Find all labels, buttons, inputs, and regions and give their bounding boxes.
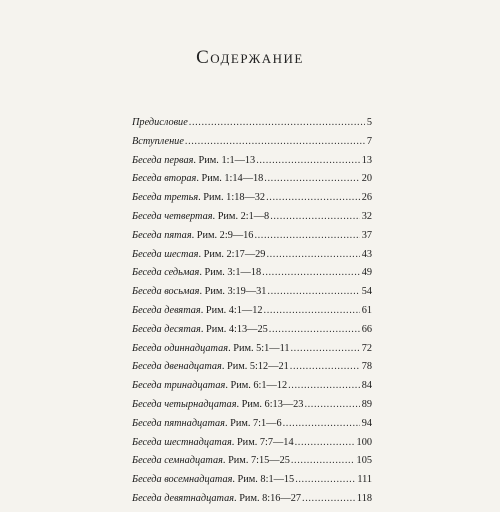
toc-page-number: 66 [361,323,372,335]
toc-item-homily-5[interactable] [132,230,372,249]
toc-entry-ref: Рим. 4:13—25 [205,323,268,335]
toc-entry-label: Беседа третья. Рим. 1:18—32 [132,192,266,204]
toc-leader-dots [264,173,359,184]
toc-entry-label: Беседа девятнадцатая. Рим. 8:16—27 [132,492,302,504]
toc-entry-name: Беседа семнадцатая [132,455,223,467]
toc-entry-label: Беседа шестая. Рим. 2:17—29 [132,248,266,260]
toc-leader-dots [291,343,360,354]
toc-entry-name: Беседа восемнадцатая [132,474,233,486]
toc-entry-ref: Рим. 6:13—23 [241,398,304,410]
toc-leader-dots [269,324,360,335]
toc-entry-label: Беседа девятая. Рим. 4:1—12 [132,304,263,316]
toc-entry-label: Беседа четырнадцатая. Рим. 6:13—23 [132,398,304,410]
toc-entry-ref: Рим. 8:16—27 [239,492,302,504]
toc-page-number: 37 [361,229,372,241]
toc-page-number: 118 [356,492,372,504]
toc-entry-name: Беседа третья [132,192,199,204]
toc-leader-dots [264,305,360,316]
toc-entry-name: Беседа пятая [132,229,192,241]
toc-entry-label: Беседа десятая. Рим. 4:13—25 [132,323,268,335]
toc-entry-ref: Рим. 2:1—8 [217,210,270,222]
toc-entry-ref: Рим. 2:17—29 [203,248,266,260]
toc-page-number: 13 [361,154,372,166]
toc-entry-label: Беседа четвертая. Рим. 2:1—8 [132,210,270,222]
toc-entry-name: Беседа десятая [132,323,201,335]
toc-item-homily-8[interactable] [132,286,372,305]
toc-item-homily-14[interactable] [132,399,372,418]
toc-item-introduction[interactable] [132,136,372,155]
toc-page-number: 84 [361,380,372,392]
toc-entry-ref: Рим. 2:9—16 [196,229,254,241]
toc-page-number: 94 [361,417,372,429]
toc-page-number: 20 [361,173,372,185]
toc-page-number: 54 [361,286,372,298]
toc-item-homily-6[interactable] [132,249,372,268]
toc-leader-dots [256,155,360,166]
toc-item-homily-3[interactable] [132,192,372,211]
toc-page-number: 61 [361,304,372,316]
toc-entry-label: Беседа вторая. Рим. 1:14—18 [132,173,264,185]
toc-entry-name: Беседа девятнадцатая [132,492,235,504]
toc-leader-dots [189,117,365,128]
toc-entry-ref: Рим. 3:1—18 [204,267,262,279]
toc-entry-name: Беседа восьмая [132,286,200,298]
toc-entry-label: Беседа первая. Рим. 1:1—13 [132,154,256,166]
toc-entry-name: Беседа шестая [132,248,199,260]
toc-entry-name: Беседа двенадцатая [132,361,222,373]
toc-entry-name: Беседа четвертая [132,210,213,222]
toc-page-number: 111 [357,474,372,486]
toc-entry-name: Вступление [132,135,184,147]
toc-entry-label: Беседа семнадцатая. Рим. 7:15—25 [132,455,290,467]
toc-leader-dots [291,455,355,466]
toc-leader-dots [295,474,355,485]
toc-entry-name: Беседа тринадцатая [132,380,226,392]
toc-entry-label: Беседа шестнадцатая. Рим. 7:7—14 [132,436,294,448]
toc-entry-ref: Рим. 7:7—14 [236,436,294,448]
toc-page-number: 105 [356,455,372,467]
toc-entry-ref: Рим. 7:15—25 [228,455,290,467]
toc-item-homily-18[interactable] [132,474,372,493]
toc-page-number: 78 [361,361,372,373]
toc-item-homily-19[interactable] [132,493,372,512]
toc-entry-label [132,136,184,147]
toc-item-homily-12[interactable] [132,361,372,380]
toc-page-number: 89 [361,398,372,410]
toc-entry-label: Беседа одиннадцатая. Рим. 5:1—11 [132,342,290,354]
page-title: Содержание [196,47,304,68]
toc-entry-label [132,117,188,128]
toc-leader-dots [283,418,360,429]
toc-page-number: 100 [356,436,372,448]
toc-entry-label: Беседа седьмая. Рим. 3:1—18 [132,267,262,279]
toc-item-homily-1[interactable] [132,155,372,174]
toc-entry-label: Беседа тринадцатая. Рим. 6:1—12 [132,380,288,392]
toc-entry-ref: Рим. 5:1—11 [233,342,290,354]
toc-page-number: 5 [366,117,372,128]
toc-item-homily-9[interactable] [132,305,372,324]
toc-leader-dots [254,230,359,241]
toc-entry-name: Беседа седьмая [132,267,200,279]
toc-entry-ref: Рим. 7:1—6 [230,417,282,429]
toc-leader-dots [290,361,360,372]
toc-item-homily-11[interactable] [132,343,372,362]
toc-entry-name: Беседа одиннадцатая [132,342,229,354]
toc-page-number: 7 [366,135,372,147]
toc-item-homily-17[interactable] [132,455,372,474]
toc-entry-label: Беседа восемнадцатая. Рим. 8:1—15 [132,474,295,486]
toc-item-homily-16[interactable] [132,437,372,456]
toc-entry-name: Беседа девятая [132,304,201,316]
toc-leader-dots [267,286,359,297]
toc-leader-dots [295,437,355,448]
toc-entry-label: Беседа восьмая. Рим. 3:19—31 [132,286,267,298]
toc-item-homily-7[interactable] [132,267,372,286]
toc-item-homily-15[interactable] [132,418,372,437]
toc-entry-label: Беседа двенадцатая. Рим. 5:12—21 [132,361,289,373]
toc-entry-ref: Рим. 1:18—32 [203,192,266,204]
toc-entry-name: Беседа вторая [132,173,197,185]
toc-entry-name: Беседа первая [132,154,194,166]
toc-leader-dots [304,399,359,410]
toc-entry-name: Предисловие [132,117,188,128]
toc-page-number: 72 [361,342,372,354]
toc-entry-label: Беседа пятая. Рим. 2:9—16 [132,229,254,241]
toc-entry-ref: Рим. 3:19—31 [204,286,267,298]
toc-leader-dots [185,136,365,147]
toc-item-preface[interactable] [132,117,372,136]
toc-entry-ref: Рим. 5:12—21 [226,361,289,373]
toc-leader-dots [266,249,359,260]
toc-leader-dots [288,380,360,391]
toc-page-number: 49 [361,267,372,279]
toc-leader-dots [262,267,360,278]
toc-item-homily-4[interactable] [132,211,372,230]
toc-entry-ref: Рим. 1:1—13 [198,154,256,166]
toc-leader-dots [302,493,355,504]
toc-entry-name: Беседа шестнадцатая [132,436,232,448]
toc-entry-ref: Рим. 1:14—18 [201,173,264,185]
toc-entry-name: Беседа четырнадцатая [132,398,237,410]
toc-page-number: 26 [361,192,372,204]
toc-page-number: 43 [361,248,372,260]
table-of-contents [132,117,372,512]
toc-item-homily-10[interactable] [132,324,372,343]
toc-entry-ref: Рим. 4:1—12 [205,304,263,316]
toc-item-homily-2[interactable] [132,173,372,192]
toc-page-number: 32 [361,210,372,222]
toc-leader-dots [266,192,360,203]
toc-entry-ref: Рим. 6:1—12 [230,380,288,392]
toc-entry-label: Беседа пятнадцатая. Рим. 7:1—6 [132,417,282,429]
toc-entry-name: Беседа пятнадцатая [132,417,225,429]
toc-entry-ref: Рим. 8:1—15 [237,474,295,486]
toc-leader-dots [270,211,360,222]
toc-item-homily-13[interactable] [132,380,372,399]
